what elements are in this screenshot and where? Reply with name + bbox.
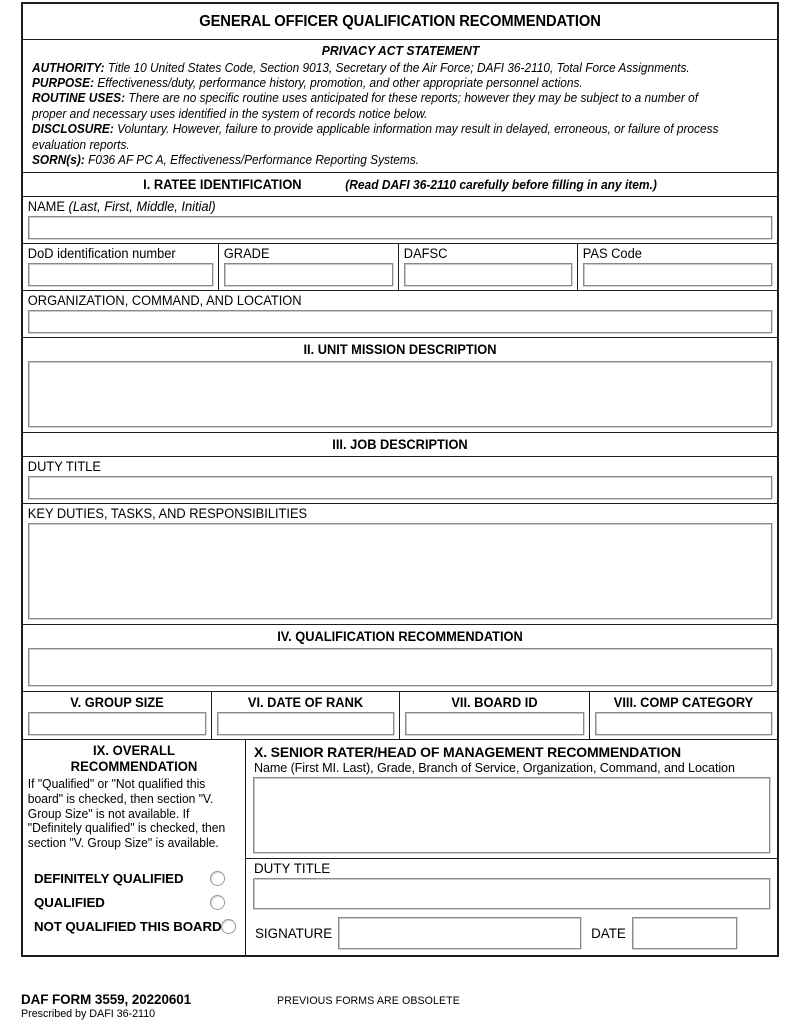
privacy-act-routine-uses	[32, 91, 732, 122]
previous-forms-obsolete-note: PREVIOUS FORMS ARE OBSOLETE	[277, 995, 460, 1007]
ratee-id-row	[23, 244, 777, 291]
ratee-name-input[interactable]	[28, 216, 772, 239]
section-10-duty-title-block	[246, 859, 777, 955]
comp-category-title: VIII. COMP CATEGORY	[613, 695, 754, 711]
privacy-act-purpose-text: Effectiveness/duty, performance history, promotion, and other appropriate personnel actions.	[97, 76, 583, 90]
section-9-title	[27, 740, 240, 777]
senior-rater-name-input[interactable]	[253, 777, 770, 853]
section-3-title: III. JOB DESCRIPTION	[332, 437, 468, 453]
date-of-rank-cell	[212, 692, 400, 739]
board-id-input[interactable]	[405, 712, 584, 735]
radio-definitely-qualified[interactable]	[210, 871, 225, 886]
privacy-act-heading: PRIVACY ACT STATEMENT	[321, 43, 480, 58]
ratee-name-row	[23, 197, 777, 244]
sections-9-10-row	[23, 740, 777, 955]
dafsc-input[interactable]	[404, 263, 572, 286]
privacy-act-sorn-text: F036 AF PC A, Effectiveness/Performance Reporting Systems.	[88, 153, 419, 168]
privacy-act-section	[23, 40, 777, 173]
duty-title-input[interactable]	[28, 476, 772, 499]
comp-category-cell	[590, 692, 777, 739]
group-size-cell	[23, 692, 212, 739]
privacy-act-routine-uses-label: ROUTINE USES:	[32, 91, 126, 106]
privacy-act-authority-text: Title 10 United States Code, Section 9013, Secretary of the Air Force; DAFI 36-2110, Total Force Assignments.	[107, 60, 690, 75]
date-of-rank-input[interactable]	[217, 712, 394, 735]
section-10	[246, 740, 777, 955]
date-input[interactable]	[632, 917, 737, 949]
unit-mission-description-input[interactable]	[28, 361, 772, 427]
key-duties-input[interactable]	[28, 523, 772, 619]
section-10-name-label: Name (First MI. Last), Grade, Branch of Service, Organization, Command, and Location	[254, 761, 735, 776]
section-1-note: (Read DAFI 36-2110 carefully before filling in any item.)	[345, 178, 657, 193]
senior-rater-duty-title-label: DUTY TITLE	[254, 861, 331, 877]
form-outer-frame	[21, 2, 779, 957]
section-2	[23, 338, 777, 433]
senior-rater-duty-title-input[interactable]	[253, 878, 770, 909]
privacy-act-authority	[32, 61, 732, 76]
date-label: DATE	[591, 925, 626, 941]
privacy-act-disclosure-label: DISCLOSURE:	[32, 122, 114, 137]
duty-title-row	[23, 457, 777, 504]
organization-row	[23, 291, 777, 338]
option-not-qualified-this-board-label: NOT QUALIFIED THIS BOARD	[34, 918, 222, 934]
section-1-header	[23, 173, 777, 197]
dafsc-cell	[399, 244, 578, 290]
key-duties-label: KEY DUTIES, TASKS, AND RESPONSIBILITIES	[27, 506, 308, 522]
option-qualified-label: QUALIFIED	[34, 894, 105, 910]
signature-label: SIGNATURE	[255, 925, 333, 941]
section-10-name-block	[246, 740, 777, 859]
sections-5-8-row	[23, 692, 777, 740]
signature-date-row	[246, 914, 777, 955]
organization-input[interactable]	[28, 310, 772, 333]
privacy-act-sorn-label: SORN(s):	[32, 153, 85, 168]
section-9	[23, 740, 246, 955]
section-4-title: IV. QUALIFICATION RECOMMENDATION	[277, 629, 523, 645]
grade-label: GRADE	[223, 246, 270, 262]
section-1-title: I. RATEE IDENTIFICATION	[143, 177, 302, 193]
section-4	[23, 625, 777, 692]
dafsc-label: DAFSC	[403, 246, 448, 262]
section-2-title: II. UNIT MISSION DESCRIPTION	[303, 342, 497, 358]
section-9-title-line2: RECOMMENDATION	[70, 759, 198, 775]
document-title-band	[23, 4, 777, 40]
comp-category-input[interactable]	[595, 712, 772, 735]
form-footer	[21, 992, 779, 1020]
dod-id-input[interactable]	[28, 263, 213, 286]
ratee-name-label-text: NAME	[27, 199, 65, 215]
form-identifier: DAF FORM 3559, 20220601	[21, 992, 192, 1007]
section-10-title: X. SENIOR RATER/HEAD OF MANAGEMENT RECOMMENDATION	[254, 744, 681, 761]
radio-qualified[interactable]	[210, 895, 225, 910]
radio-not-qualified-this-board[interactable]	[221, 919, 236, 934]
pas-code-label: PAS Code	[582, 246, 642, 262]
signature-input[interactable]	[338, 917, 581, 949]
board-id-title: VII. BOARD ID	[451, 695, 538, 711]
privacy-act-authority-label: AUTHORITY:	[32, 60, 105, 75]
dod-id-cell	[23, 244, 219, 290]
group-size-input[interactable]	[28, 712, 206, 735]
privacy-act-disclosure-text: Voluntary. However, failure to provide applicable information may result in delayed, erroneous, or failure of process evaluation reports.	[32, 122, 719, 152]
privacy-act-purpose	[32, 76, 732, 91]
option-definitely-qualified-label: DEFINITELY QUALIFIED	[34, 870, 184, 886]
privacy-act-routine-uses-text: There are no specific routine uses anticipated for these reports; however they may be subject to a number of proper and necessary uses identified in the system of records notice below.	[32, 91, 699, 121]
dod-id-label: DoD identification number	[27, 246, 176, 262]
duty-title-label: DUTY TITLE	[27, 459, 101, 475]
page-title: GENERAL OFFICER QUALIFICATION RECOMMENDATION	[199, 13, 601, 30]
prescribed-by-note: Prescribed by DAFI 36-2110	[21, 1008, 156, 1020]
organization-label: ORGANIZATION, COMMAND, AND LOCATION	[27, 293, 302, 309]
privacy-act-sorn	[32, 153, 732, 168]
option-not-qualified-this-board[interactable]	[23, 914, 245, 938]
section-9-title-line1: IX. OVERALL	[93, 743, 175, 759]
pas-code-input[interactable]	[583, 263, 772, 286]
grade-cell	[219, 244, 399, 290]
board-id-cell	[400, 692, 590, 739]
privacy-act-purpose-label: PURPOSE:	[32, 76, 95, 90]
pas-code-cell	[578, 244, 777, 290]
ratee-name-label-hint: (Last, First, Middle, Initial)	[68, 199, 216, 215]
option-definitely-qualified[interactable]	[23, 866, 245, 890]
section-3-header	[23, 433, 777, 457]
ratee-name-label	[23, 197, 747, 216]
group-size-title: V. GROUP SIZE	[70, 695, 164, 711]
qualification-recommendation-input[interactable]	[28, 648, 772, 686]
privacy-act-disclosure	[32, 122, 732, 153]
date-of-rank-title: VI. DATE OF RANK	[247, 695, 364, 711]
overall-recommendation-options	[23, 852, 245, 944]
grade-input[interactable]	[224, 263, 393, 286]
option-qualified[interactable]	[23, 890, 245, 914]
key-duties-row	[23, 504, 777, 625]
section-9-note: If "Qualified" or "Not qualified this board" is checked, then section "V. Group Size" is not available. If "Definitely qualified" is checked, then section "V. Group Size" is available.	[27, 777, 226, 850]
